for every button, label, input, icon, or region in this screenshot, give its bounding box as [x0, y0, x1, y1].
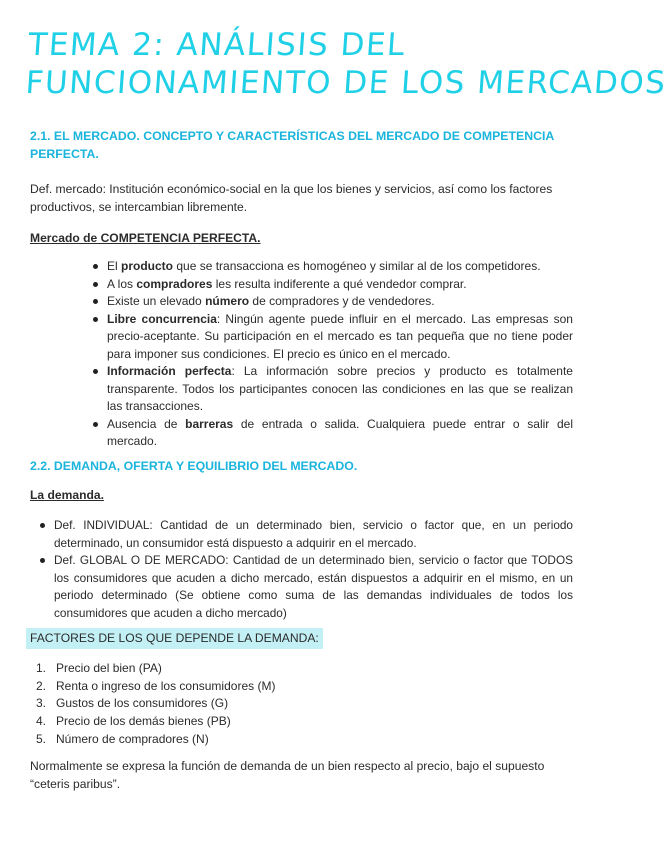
list-item-keyword: Información perfecta: [107, 364, 232, 378]
list-item: [36, 731, 275, 749]
list-item-text: : La información sobre precios y producto es totalmente transparente. Todos los participantes conocen las condiciones en las que se realizan las transacciones.: [107, 364, 573, 413]
list-item-text: Def. GLOBAL O DE MERCADO: Cantidad de un determinado bien, servicio o factor que TODOS los consumidores que acuden a dicho mercado, están dispuestos a adquirir en el mismo, en un periodo determinado (Se obtiene como suma de las demandas individuales de todos los consumidores que acuden a dicho mercado): [54, 553, 573, 620]
list-item-number: 4.: [36, 714, 47, 729]
bullet-icon: [93, 369, 98, 374]
list-item-text: Def. INDIVIDUAL: Cantidad de un determinado bien, servicio o factor que, en un periodo determinado, un consumidor está dispuesto a adquirir en el mercado.: [54, 518, 573, 550]
demand-subheading: La demanda.: [30, 488, 104, 502]
page-title: [24, 26, 668, 102]
perfect-competition-subheading: Mercado de COMPETENCIA PERFECTA.: [30, 231, 261, 245]
section-1-heading: [30, 127, 578, 163]
list-item: [107, 416, 573, 451]
section-2-heading: 2.2. DEMANDA, OFERTA Y EQUILIBRIO DEL MERCADO.: [30, 459, 358, 473]
demand-factors-label: FACTORES DE LOS QUE DEPENDE LA DEMANDA:: [26, 628, 323, 649]
list-item: [36, 695, 275, 713]
list-item: [54, 517, 573, 552]
demand-factors-list: [36, 660, 275, 749]
list-item: [107, 293, 573, 311]
bullet-icon: [93, 299, 98, 304]
demand-definitions-list: [54, 517, 573, 622]
list-item-text: les resulta indiferente a qué vendedor comprar.: [212, 276, 467, 291]
list-item-text: A los: [107, 276, 137, 291]
list-item-text: : Ningún agente puede influir en el mercado. Las empresas son precio-aceptante. Su participación en el mercado es tan pequeña que no tiene poder para imponer sus condiciones. El precio es único en el mercado.: [107, 311, 573, 361]
section-1-heading-line-2: PERFECTA.: [30, 147, 99, 161]
list-item: [36, 678, 275, 696]
list-item: [36, 660, 275, 678]
list-item: [54, 552, 573, 622]
section-1-heading-line-1: 2.1. EL MERCADO. CONCEPTO Y CARACTERÍSTICAS DEL MERCADO DE COMPETENCIA: [30, 129, 555, 143]
list-item-keyword: barreras: [185, 416, 234, 431]
list-item-text: Precio de los demás bienes (PB): [56, 714, 231, 729]
list-item-text: de compradores y de vendedores.: [249, 294, 435, 308]
closing-paragraph: Normalmente se expresa la función de demanda de un bien respecto al precio, bajo el supuesto “ceteris paribus”.: [30, 759, 545, 791]
list-item-keyword: producto: [121, 259, 174, 273]
page-title-line-1: TEMA 2: ANÁLISIS DEL: [27, 27, 408, 63]
list-item-number: 2.: [36, 678, 47, 693]
market-definition: Def. mercado: Institución económico-social en la que los bienes y servicios, así como los factores productivos, se intercambian libremente.: [30, 182, 553, 214]
list-item-text: Precio del bien (PA): [56, 661, 162, 675]
list-item: [107, 276, 573, 294]
list-item-number: 3.: [36, 696, 47, 711]
list-item-text: Número de compradores (N): [56, 731, 209, 746]
list-item-number: 5.: [36, 731, 47, 746]
list-item-keyword: número: [205, 294, 250, 308]
list-item-text: de entrada o salida. Cualquiera puede entrar o salir del mercado.: [107, 416, 573, 448]
bullet-icon: [93, 422, 98, 427]
list-item-text: El: [107, 259, 122, 273]
bullet-icon: [93, 317, 98, 322]
list-item-keyword: Libre concurrencia: [107, 311, 217, 326]
list-item-text: Gustos de los consumidores (G): [56, 696, 229, 711]
list-item: [107, 311, 573, 364]
list-item-text: Existe un elevado: [107, 294, 206, 308]
bullet-icon: [93, 264, 98, 269]
list-item-keyword: compradores: [136, 276, 213, 291]
list-item-text: Renta o ingreso de los consumidores (M): [56, 678, 276, 693]
page-title-line-2: FUNCIONAMIENTO DE LOS MERCADOS: [24, 65, 668, 101]
bullet-icon: [93, 282, 98, 287]
list-item: [107, 258, 573, 276]
list-item-number: 1.: [36, 661, 47, 675]
list-item: [36, 713, 275, 731]
bullet-icon: [40, 558, 45, 563]
list-item-text: Ausencia de: [107, 416, 186, 431]
list-item: [107, 363, 573, 416]
perfect-competition-list: [107, 258, 573, 451]
bullet-icon: [40, 523, 45, 528]
list-item-text: que se transacciona es homogéneo y similar al de los competidores.: [173, 259, 541, 273]
